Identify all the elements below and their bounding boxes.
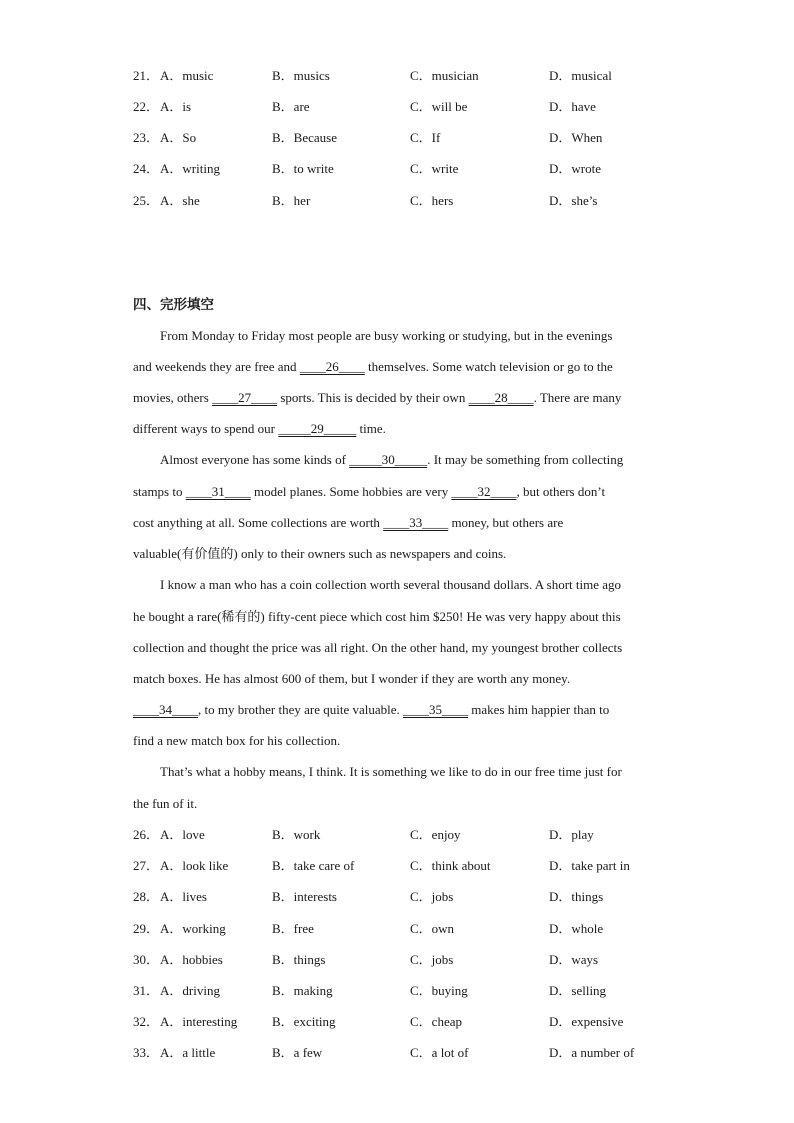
question-number: 29．: [133, 921, 160, 936]
option-a: A．lives: [160, 889, 207, 904]
passage-text: That’s what a hobby means, I think. It is something we like to do in our free time just for: [160, 764, 622, 779]
option-a: A．working: [160, 921, 226, 936]
passage-line: [133, 638, 663, 658]
question-32: [0, 1012, 794, 1032]
question-number: 22．: [133, 99, 160, 114]
question-number: 30．: [133, 952, 160, 967]
option-c: C．cheap: [410, 1014, 462, 1029]
blank-35: ____35____: [403, 702, 469, 717]
blank-34: ____34____: [133, 702, 198, 717]
passage-text: cost anything at all. Some collections are worth: [133, 515, 384, 530]
passage-line: [133, 669, 663, 689]
option-c: C．jobs: [410, 889, 454, 904]
option-c: C．write: [410, 161, 459, 176]
blank-33: ____33____: [383, 515, 449, 530]
option-a: A．a little: [160, 1045, 216, 1060]
option-a: A．love: [160, 827, 205, 842]
option-a: A．look like: [160, 858, 229, 873]
blank-30: _____30_____: [349, 452, 428, 467]
passage-text: money, but others are: [448, 515, 564, 530]
passage-text: stamps to: [133, 484, 186, 499]
option-c: C．buying: [410, 983, 468, 998]
passage-line: [133, 513, 663, 533]
option-a: A．writing: [160, 161, 220, 176]
passage-text: makes him happier than to: [468, 702, 610, 717]
passage-text: , to my brother they are quite valuable.: [198, 702, 404, 717]
option-d: D．whole: [549, 921, 604, 936]
passage-text: From Monday to Friday most people are busy working or studying, but in the evenings: [160, 328, 613, 343]
option-a: A．interesting: [160, 1014, 238, 1029]
passage-line: [133, 388, 663, 408]
passage-text: I know a man who has a coin collection worth several thousand dollars. A short time ago: [160, 577, 622, 592]
passage-line: [133, 450, 690, 470]
option-d: D．play: [549, 827, 594, 842]
option-b: B．Because: [272, 130, 337, 145]
option-c: C．musician: [410, 68, 479, 83]
option-c: C．a lot of: [410, 1045, 469, 1060]
blank-28: ____28____: [468, 390, 534, 405]
option-b: B．her: [272, 193, 311, 208]
option-b: B．interests: [272, 889, 337, 904]
blank-31: ____31____: [185, 484, 251, 499]
option-d: D．she’s: [549, 193, 598, 208]
passage-text: find a new match box for his collection.: [133, 733, 341, 748]
option-c: C．hers: [410, 193, 454, 208]
question-number: 25．: [133, 193, 160, 208]
passage-line: [133, 700, 663, 720]
passage-text: Almost everyone has some kinds of: [160, 452, 350, 467]
option-c: C．think about: [410, 858, 491, 873]
option-b: B．exciting: [272, 1014, 336, 1029]
question-number: 23．: [133, 130, 160, 145]
passage-text: different ways to spend our: [133, 421, 279, 436]
question-24: [0, 159, 794, 179]
option-d: D．a number of: [549, 1045, 635, 1060]
question-number: 32．: [133, 1014, 160, 1029]
passage-line: [133, 575, 690, 595]
passage-line: [133, 731, 663, 751]
option-d: D．wrote: [549, 161, 601, 176]
option-d: D．expensive: [549, 1014, 624, 1029]
question-number: 24．: [133, 161, 160, 176]
blank-29: _____29_____: [278, 421, 357, 436]
question-29: [0, 919, 794, 939]
passage-text: model planes. Some hobbies are very: [250, 484, 452, 499]
option-d: D．take part in: [549, 858, 630, 873]
passage-text: valuable(有价值的) only to their owners such as newspapers and coins.: [133, 546, 507, 561]
option-b: B．are: [272, 99, 310, 114]
passage-text: the fun of it.: [133, 796, 198, 811]
passage-text: collection and thought the price was all right. On the other hand, my youngest brother collects: [133, 640, 623, 655]
question-28: [0, 887, 794, 907]
section-heading: 四、完形填空: [133, 297, 214, 313]
question-30: [0, 950, 794, 970]
option-a: A．is: [160, 99, 192, 114]
passage-line: [133, 794, 663, 814]
question-25: [0, 191, 794, 211]
passage-text: . There are many: [533, 390, 622, 405]
passage-line: [133, 544, 663, 564]
option-d: D．musical: [549, 68, 612, 83]
blank-32: ____32____: [451, 484, 517, 499]
passage-text: , but others don’t: [516, 484, 606, 499]
question-27: [0, 856, 794, 876]
passage-line: [133, 607, 663, 627]
option-b: B．to write: [272, 161, 334, 176]
question-31: [0, 981, 794, 1001]
question-number: 27．: [133, 858, 160, 873]
option-d: D．things: [549, 889, 604, 904]
question-21: [0, 66, 794, 86]
blank-27: ____27____: [212, 390, 278, 405]
option-a: A．she: [160, 193, 200, 208]
option-a: A．So: [160, 130, 197, 145]
option-a: A．music: [160, 68, 214, 83]
passage-text: he bought a rare(稀有的) fifty-cent piece which cost him $250! He was very happy about this: [133, 609, 621, 624]
option-d: D．have: [549, 99, 596, 114]
option-d: D．ways: [549, 952, 599, 967]
passage-line: [133, 419, 663, 439]
question-26: [0, 825, 794, 845]
passage-text: themselves. Some watch television or go to the: [364, 359, 613, 374]
passage-line: [133, 482, 663, 502]
question-number: 26．: [133, 827, 160, 842]
option-d: D．selling: [549, 983, 607, 998]
passage-text: time.: [356, 421, 386, 436]
question-22: [0, 97, 794, 117]
question-23: [0, 128, 794, 148]
option-b: B．making: [272, 983, 333, 998]
option-b: B．free: [272, 921, 314, 936]
passage-line: [133, 762, 690, 782]
question-number: 28．: [133, 889, 160, 904]
option-c: C．jobs: [410, 952, 454, 967]
option-c: C．If: [410, 130, 441, 145]
question-number: 33．: [133, 1045, 160, 1060]
question-33: [0, 1043, 794, 1063]
option-b: B．a few: [272, 1045, 323, 1060]
passage-text: and weekends they are free and: [133, 359, 300, 374]
passage-text: match boxes. He has almost 600 of them, but I wonder if they are worth any money.: [133, 671, 571, 686]
question-number: 31．: [133, 983, 160, 998]
option-d: D．When: [549, 130, 603, 145]
option-a: A．driving: [160, 983, 220, 998]
option-b: B．take care of: [272, 858, 355, 873]
blank-26: ____26____: [299, 359, 365, 374]
passage-text: movies, others: [133, 390, 213, 405]
option-c: C．enjoy: [410, 827, 461, 842]
question-number: 21．: [133, 68, 160, 83]
passage-line: [133, 326, 690, 346]
passage-text: sports. This is decided by their own: [277, 390, 469, 405]
option-c: C．will be: [410, 99, 468, 114]
option-a: A．hobbies: [160, 952, 223, 967]
option-b: B．work: [272, 827, 321, 842]
option-c: C．own: [410, 921, 455, 936]
passage-text: . It may be something from collecting: [427, 452, 624, 467]
passage-line: [133, 357, 663, 377]
option-b: B．things: [272, 952, 326, 967]
option-b: B．musics: [272, 68, 330, 83]
